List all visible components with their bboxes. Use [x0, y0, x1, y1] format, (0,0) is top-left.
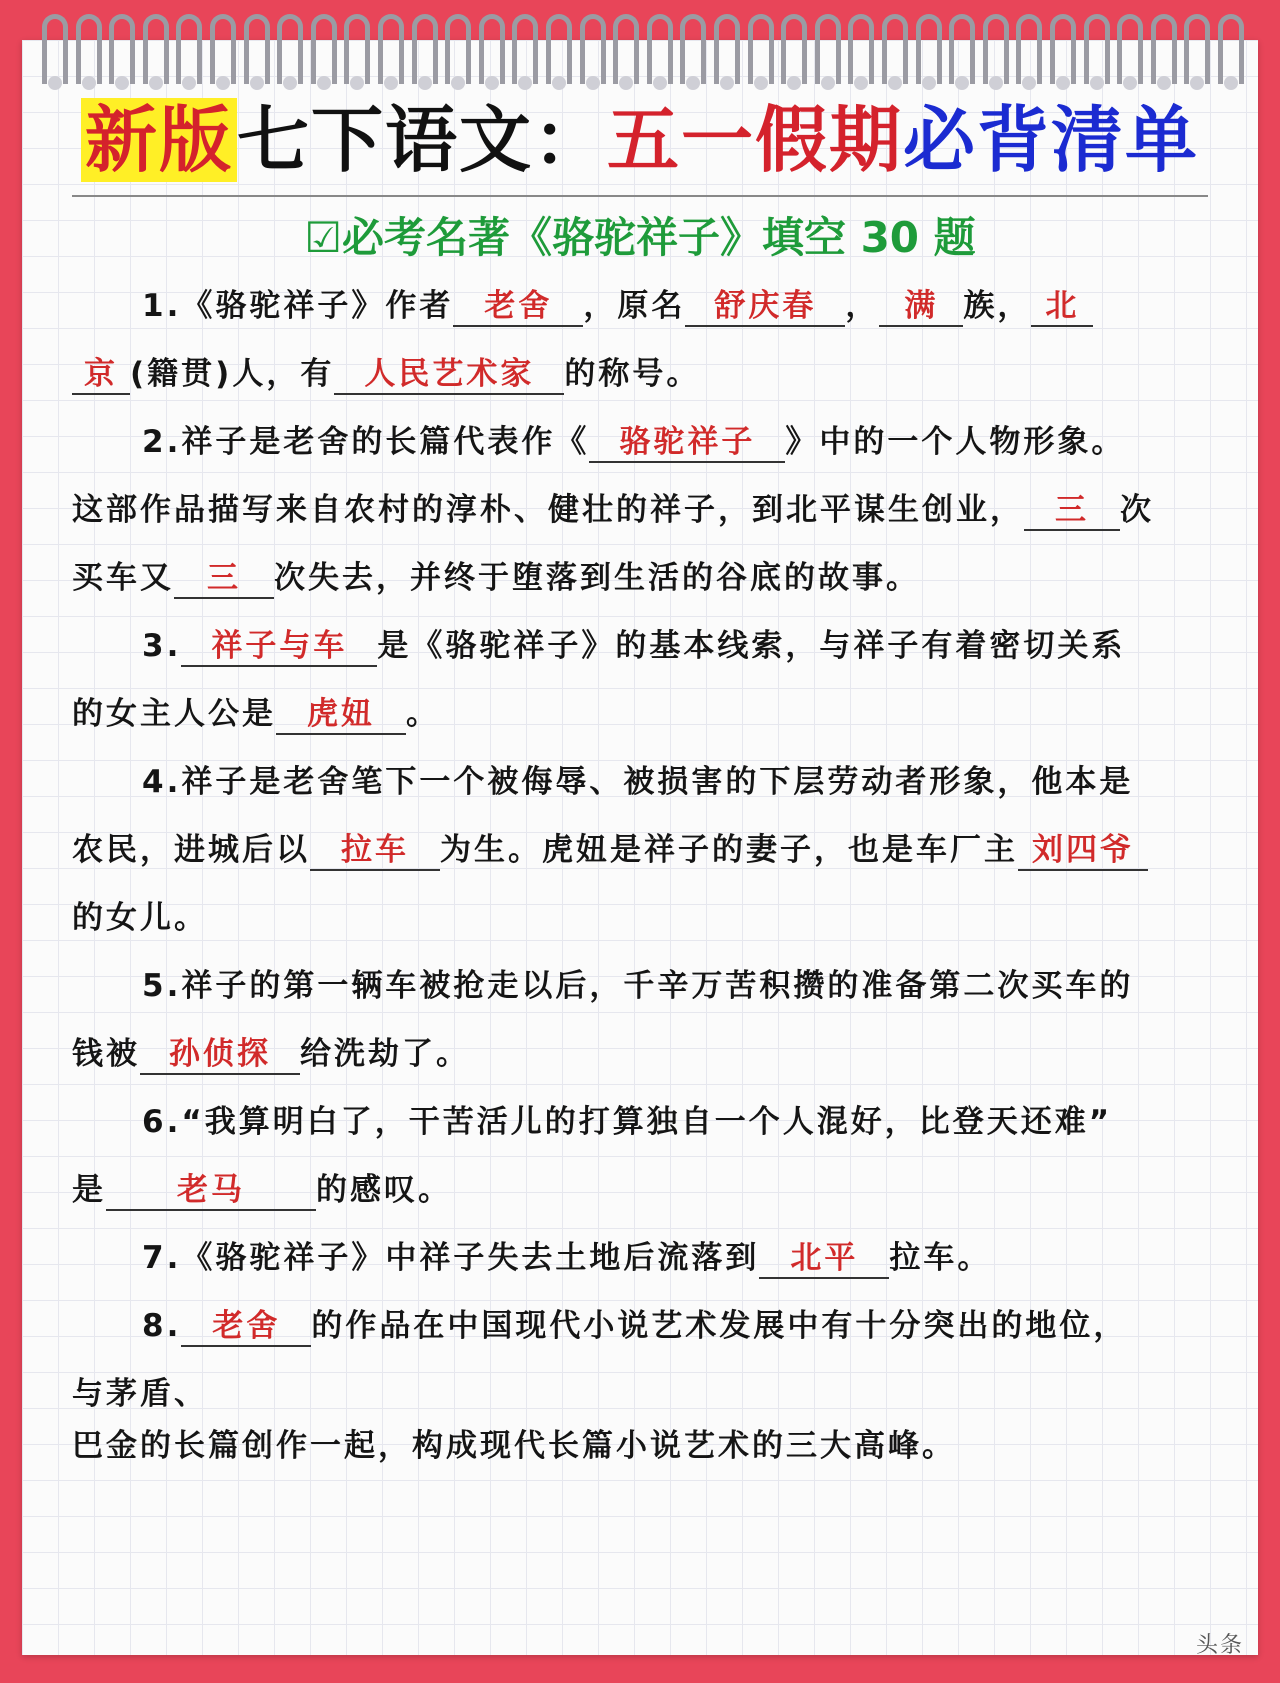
q2-text: 买车又: [72, 560, 174, 596]
binding-hole: [1056, 76, 1070, 90]
q6-line1: [72, 1100, 1112, 1144]
binding-hole: [720, 76, 734, 90]
spiral-ring: [580, 14, 606, 84]
binding-hole: [317, 76, 331, 90]
q4-blank-owner: 刘四爷: [1018, 831, 1148, 871]
q4-blank-job: 拉车: [310, 831, 440, 871]
q6-number: 6.: [142, 1104, 182, 1140]
spiral-ring: [613, 14, 639, 84]
q8-text: 巴金的长篇创作一起，构成现代长篇小说艺术的三大高峰。: [72, 1428, 956, 1464]
q2-blank-lose-count: 三: [174, 559, 274, 599]
spiral-ring: [412, 14, 438, 84]
page-title: [0, 92, 1280, 188]
binding-hole: [888, 76, 902, 90]
q1-text: (籍贯)人，有: [130, 356, 335, 392]
title-highlight-new: 新版: [81, 98, 237, 182]
binding-hole: [283, 76, 297, 90]
spiral-ring: [512, 14, 538, 84]
q1-text: 族，: [963, 288, 1032, 324]
q3-line1: [72, 624, 1125, 668]
q1-text: 的称号。: [564, 356, 701, 392]
spiral-ring: [916, 14, 942, 84]
q6-line2: [72, 1168, 452, 1212]
q2-line1: [72, 420, 1125, 464]
spiral-ring: [277, 14, 303, 84]
q2-line3: [72, 556, 920, 600]
binding-hole: [1157, 76, 1171, 90]
spiral-ring: [1016, 14, 1042, 84]
q1-blank-title: 人民艺术家: [334, 355, 564, 395]
q4-text: 的女儿。: [72, 900, 208, 936]
q8-number: 8.: [142, 1308, 182, 1344]
spiral-ring: [680, 14, 706, 84]
q2-number: 2.: [142, 424, 182, 460]
binding-hole: [1022, 76, 1036, 90]
q6-text: 的感叹。: [316, 1172, 452, 1208]
q3-blank-clue: 祥子与车: [181, 627, 377, 667]
q3-blank-heroine: 虎妞: [276, 695, 406, 735]
q4-line2: [72, 828, 1148, 872]
q5-line1: [72, 964, 1133, 1008]
q7-text: 拉车。: [889, 1240, 992, 1276]
q6-blank-speaker: 老马: [106, 1171, 316, 1211]
q2-blank-buy-count: 三: [1024, 491, 1120, 531]
q1-line2: [72, 352, 700, 396]
binding-hole: [686, 76, 700, 90]
q1-text: ，: [845, 288, 880, 324]
spiral-ring: [949, 14, 975, 84]
q3-text: 。: [406, 696, 440, 732]
binding-hole: [149, 76, 163, 90]
binding-hole: [552, 76, 566, 90]
binding-hole: [653, 76, 667, 90]
spiral-ring: [344, 14, 370, 84]
q6-text: 是: [72, 1172, 106, 1208]
q2-blank-novel: 骆驼祥子: [589, 423, 785, 463]
spiral-ring: [378, 14, 404, 84]
binding-hole: [485, 76, 499, 90]
binding-hole: [821, 76, 835, 90]
q4-line3: [72, 896, 208, 940]
binding-hole: [418, 76, 432, 90]
q1-text: 《骆驼祥子》作者: [181, 288, 454, 324]
spiral-ring: [848, 14, 874, 84]
q8-text: 与茅盾、: [72, 1376, 208, 1412]
binding-hole: [451, 76, 465, 90]
page-subtitle: ☑必考名著《骆驼祥子》填空 30 题: [304, 213, 976, 262]
q1-blank-hometown: 北: [1031, 287, 1093, 327]
binding-hole: [1190, 76, 1204, 90]
q1-blank-realname: 舒庆春: [685, 287, 845, 327]
q5-text: 钱被: [72, 1036, 140, 1072]
q8-line2: [72, 1372, 208, 1416]
spiral-ring: [748, 14, 774, 84]
q4-text: 祥子是老舍笔下一个被侮辱、被损害的下层劳动者形象，他本是: [181, 764, 1134, 800]
binding-hole: [384, 76, 398, 90]
spiral-ring: [143, 14, 169, 84]
q5-blank-robber: 孙侦探: [140, 1035, 300, 1075]
spiral-ring: [1151, 14, 1177, 84]
q8-text: 的作品在中国现代小说艺术发展中有十分突出的地位，: [311, 1308, 1128, 1344]
spiral-ring: [647, 14, 673, 84]
q1-blank-author: 老舍: [453, 287, 583, 327]
binding-hole: [350, 76, 364, 90]
q1-text: ，原名: [583, 288, 686, 324]
q2-text: 》中的一个人物形象。: [785, 424, 1126, 460]
q3-text: 是《骆驼祥子》的基本线索，与祥子有着密切关系: [377, 628, 1126, 664]
binding-hole: [754, 76, 768, 90]
binding-hole: [1090, 76, 1104, 90]
spiral-ring: [244, 14, 270, 84]
title-holiday: 五一假期: [607, 98, 904, 182]
spiral-ring: [1050, 14, 1076, 84]
binding-hole: [787, 76, 801, 90]
spiral-ring: [1084, 14, 1110, 84]
q3-text: 的女主人公是: [72, 696, 276, 732]
spiral-ring: [76, 14, 102, 84]
binding-hole: [955, 76, 969, 90]
q2-text: 这部作品描写来自农村的淳朴、健壮的祥子，到北平谋生创业，: [72, 492, 1024, 528]
q7-text: 《骆驼祥子》中祥子失去土地后流落到: [181, 1240, 760, 1276]
spiral-ring: [546, 14, 572, 84]
spiral-ring: [983, 14, 1009, 84]
q2-text: 次失去，并终于堕落到生活的谷底的故事。: [274, 560, 920, 596]
binding-hole: [989, 76, 1003, 90]
spiral-ring: [781, 14, 807, 84]
spiral-ring: [210, 14, 236, 84]
spiral-ring: [1184, 14, 1210, 84]
q4-text: 为生。虎妞是祥子的妻子，也是车厂主: [440, 832, 1018, 868]
spiral-ring: [42, 14, 68, 84]
q6-text: “我算明白了，干苦活儿的打算独自一个人混好，比登天还难”: [181, 1104, 1113, 1140]
q2-line2: [72, 488, 1154, 532]
q8-line3: [72, 1424, 956, 1468]
spiral-ring: [1117, 14, 1143, 84]
spiral-ring: [714, 14, 740, 84]
spiral-ring: [109, 14, 135, 84]
binding-hole: [518, 76, 532, 90]
spiral-ring: [1218, 14, 1244, 84]
q2-text: 次: [1120, 492, 1154, 528]
q3-line2: [72, 692, 440, 736]
binding-hole: [1123, 76, 1137, 90]
q7-blank-city: 北平: [759, 1239, 889, 1279]
q5-number: 5.: [142, 968, 182, 1004]
q5-text: 给洗劫了。: [300, 1036, 470, 1072]
spiral-ring: [882, 14, 908, 84]
binding-hole: [216, 76, 230, 90]
q8-blank-author: 老舍: [181, 1307, 311, 1347]
q2-text: 祥子是老舍的长篇代表作《: [181, 424, 590, 460]
spiral-ring: [479, 14, 505, 84]
q4-number: 4.: [142, 764, 182, 800]
binding-hole: [586, 76, 600, 90]
q1-blank-hometown-cont: 京: [72, 355, 130, 395]
spiral-ring: [176, 14, 202, 84]
q5-line2: [72, 1032, 470, 1076]
binding-hole: [1224, 76, 1238, 90]
binding-hole: [619, 76, 633, 90]
binding-hole: [115, 76, 129, 90]
binding-hole: [922, 76, 936, 90]
q3-number: 3.: [142, 628, 182, 664]
spiral-ring: [815, 14, 841, 84]
title-subject: 七下语文：: [236, 98, 607, 182]
title-divider: [72, 195, 1208, 197]
binding-hole: [250, 76, 264, 90]
q5-text: 祥子的第一辆车被抢走以后，千辛万苦积攒的准备第二次买车的: [181, 968, 1134, 1004]
q1-number: 1.: [142, 288, 182, 324]
q7-number: 7.: [142, 1240, 182, 1276]
binding-hole: [854, 76, 868, 90]
spiral-ring: [311, 14, 337, 84]
title-checklist: 必背清单: [903, 98, 1200, 182]
q1-blank-ethnicity: 满: [879, 287, 963, 327]
q4-line1: [72, 760, 1133, 804]
binding-hole: [182, 76, 196, 90]
binding-hole: [48, 76, 62, 90]
spiral-ring: [445, 14, 471, 84]
q4-text: 农民，进城后以: [72, 832, 310, 868]
q1-line1: [72, 284, 1093, 328]
q8-line1: [72, 1304, 1127, 1348]
watermark-corner: 头条: [1195, 1633, 1244, 1658]
q7-line1: [72, 1236, 991, 1280]
binding-hole: [82, 76, 96, 90]
